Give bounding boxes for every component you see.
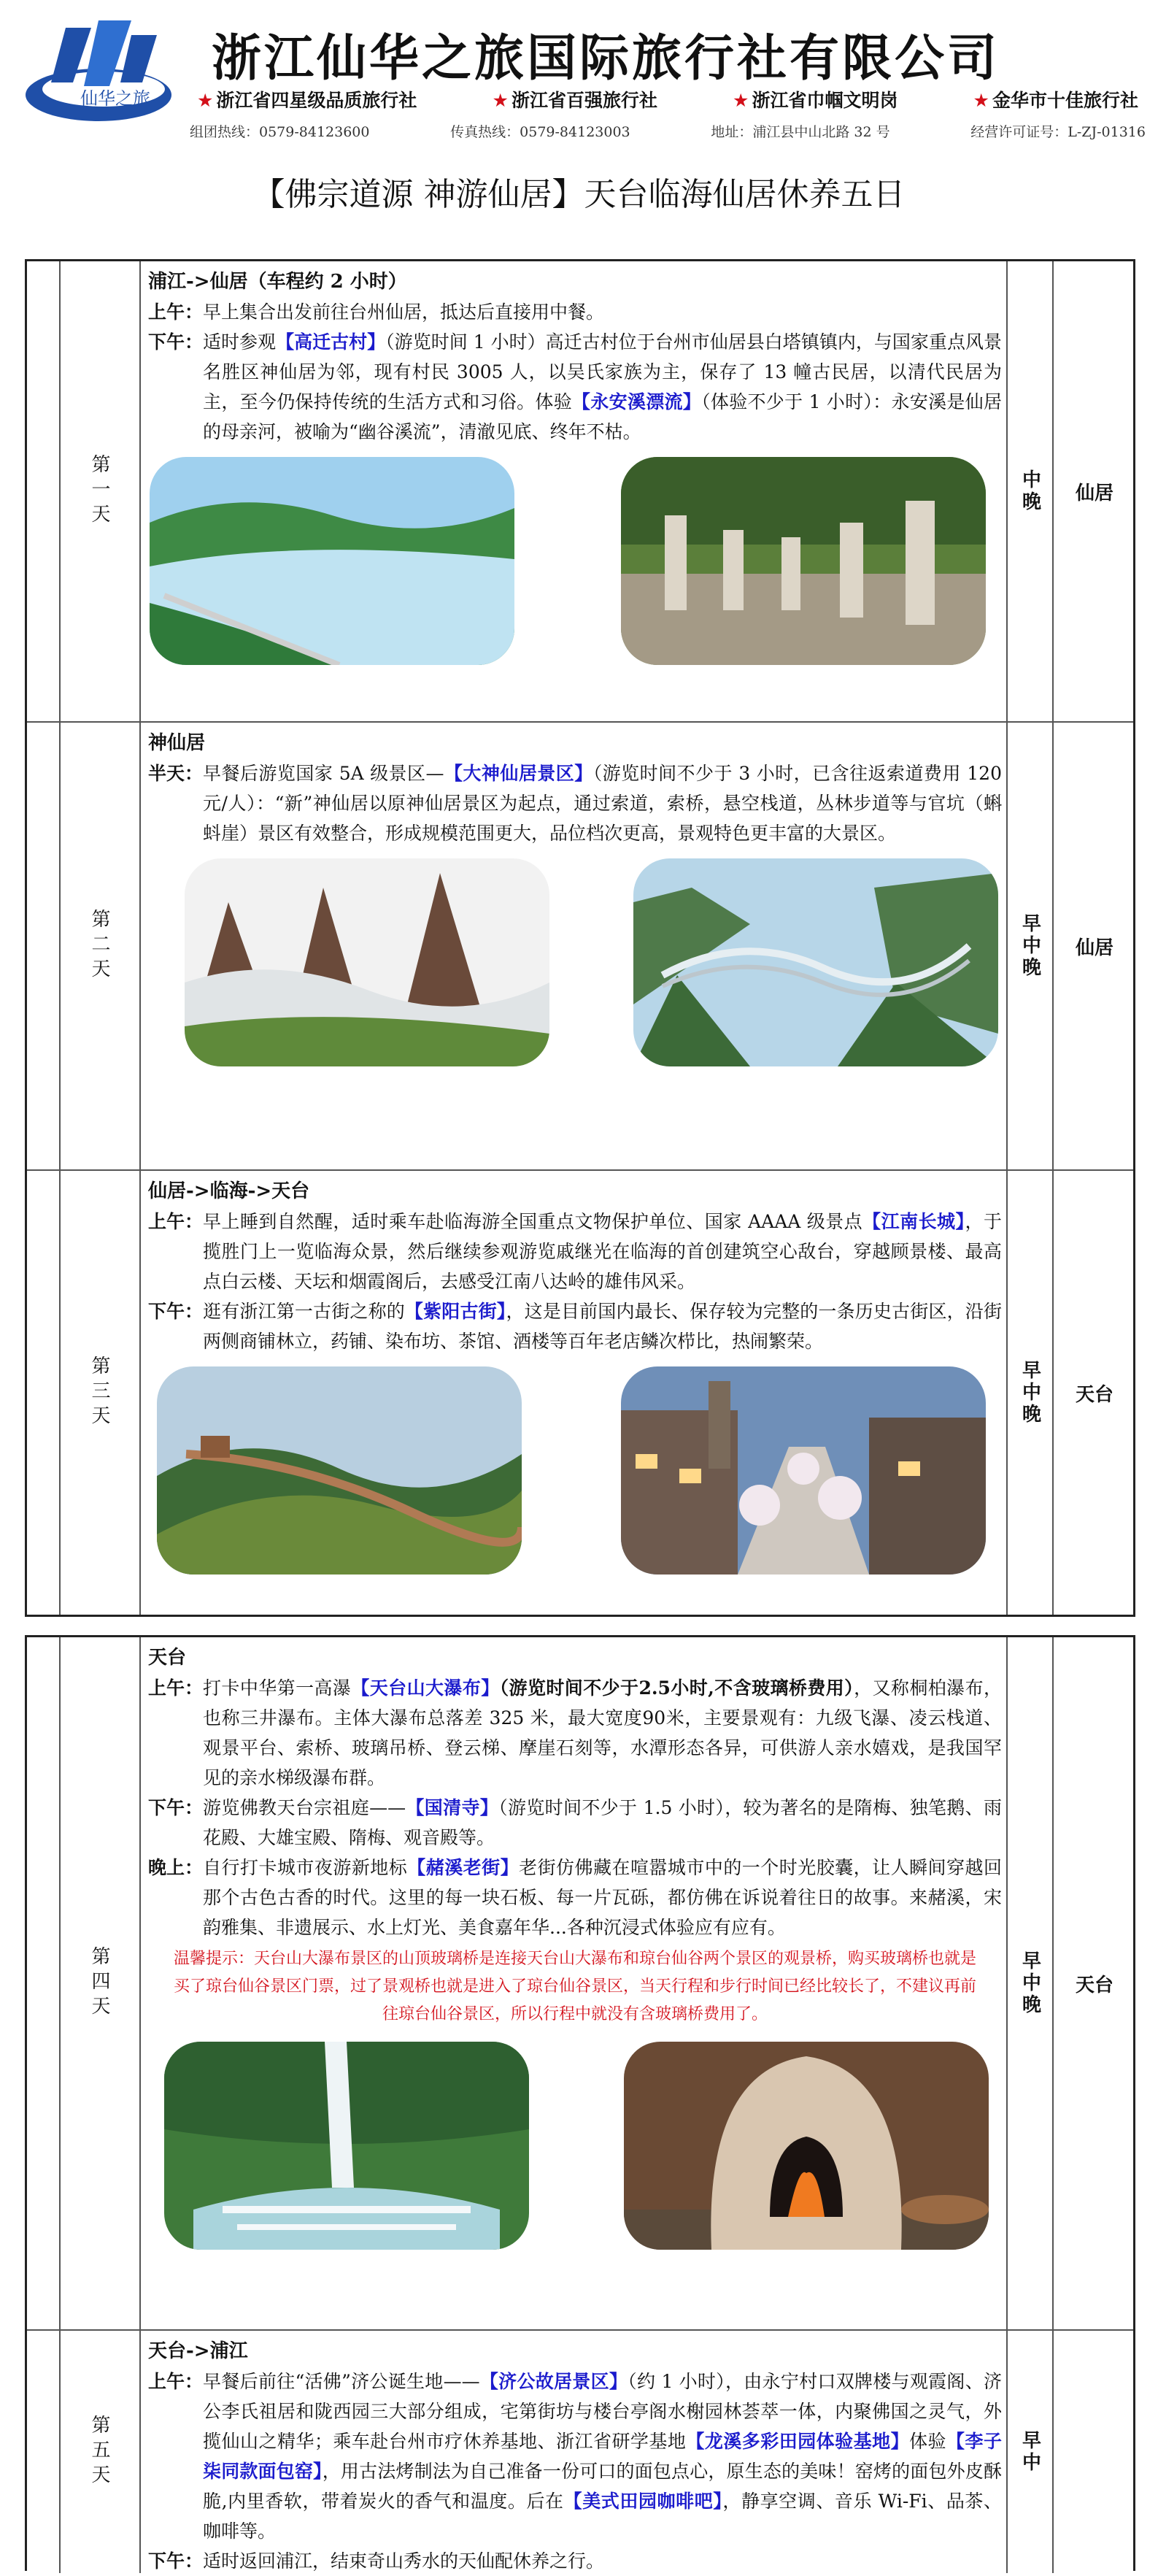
text-run: 早餐后游览国家 5A 级景区— bbox=[203, 763, 444, 784]
column-divider bbox=[139, 723, 141, 1169]
photo-row bbox=[148, 1366, 1002, 1585]
text-run: （游览时间不少于 1.5 小时），较为著名的是隋梅、独笔鹅、雨花殿、大雄宝殿、隋梅、观音殿等。 bbox=[203, 1797, 1002, 1848]
day-content bbox=[148, 1177, 1002, 1585]
text-run: 游览佛教天台宗祖庭—— bbox=[203, 1797, 406, 1818]
text-run: 早餐后前往“活佛”济公诞生地—— bbox=[203, 2371, 480, 2392]
column-divider bbox=[1052, 1171, 1054, 1615]
attraction-name: 【龙溪多彩田园体验基地】 bbox=[686, 2431, 910, 2452]
schedule-paragraph bbox=[148, 758, 1002, 848]
scenic-photo bbox=[621, 457, 986, 665]
time-label: 下午： bbox=[148, 1797, 204, 1818]
schedule-text bbox=[203, 1673, 1002, 1793]
hotel-cell bbox=[1054, 2331, 1135, 2573]
column-divider bbox=[139, 261, 141, 721]
text-run: 逛有浙江第一古街之称的 bbox=[203, 1301, 405, 1322]
time-label: 半天： bbox=[148, 763, 204, 784]
column-divider bbox=[1052, 1637, 1054, 2329]
itinerary-table-1 bbox=[25, 259, 1135, 1617]
scenic-photo bbox=[633, 858, 998, 1066]
attraction-name: 【美式田园咖啡吧】 bbox=[563, 2491, 723, 2512]
day-label bbox=[59, 1637, 139, 2329]
schedule-text bbox=[203, 2367, 1002, 2546]
schedule-paragraph bbox=[148, 1296, 1002, 1356]
text-run: 适时参观 bbox=[203, 331, 277, 353]
scenic-photo bbox=[621, 1366, 986, 1575]
honors-row bbox=[197, 86, 1138, 112]
time-label: 上午： bbox=[148, 1677, 204, 1699]
day-label-text: 第五天 bbox=[88, 2415, 110, 2489]
schedule-paragraph bbox=[148, 1207, 1002, 1296]
address: 地址：浦江县中山北路 32 号 bbox=[711, 124, 890, 140]
letterhead bbox=[0, 0, 1158, 153]
day-label-text: 第三天 bbox=[88, 1356, 110, 1430]
time-label: 上午： bbox=[148, 301, 204, 323]
route-heading: 天台->浦江 bbox=[148, 2340, 248, 2362]
schedule-text bbox=[203, 1793, 1002, 1853]
meal-text: 中晚 bbox=[1019, 469, 1041, 513]
text-run: ，又称桐柏瀑布，也称三井瀑布。主体大瀑布总落差 325 米，最大宽度90米，主要景观有：九级飞瀑、凌云栈道、观景平台、索桥、玻璃吊桥、登云梯、摩崖石刻等，水潭形态各异，可供游人亲水嬉戏，是我国罕见的亲水梯级瀑布群。 bbox=[203, 1677, 1002, 1788]
attraction-name: 【天台山大瀑布】 bbox=[351, 1677, 500, 1699]
meal-cell bbox=[1008, 261, 1052, 721]
photo-row bbox=[148, 457, 1002, 676]
column-divider bbox=[1006, 261, 1008, 721]
attraction-name: 【赭溪老街】 bbox=[407, 1857, 520, 1878]
honor-item: ★ 浙江省百强旅行社 bbox=[492, 90, 657, 111]
time-label: 上午： bbox=[148, 1211, 204, 1232]
tour-hotline: 组团热线：0579-84123600 bbox=[190, 124, 370, 140]
route-heading: 天台 bbox=[148, 1647, 187, 1669]
column-divider bbox=[1006, 1171, 1008, 1615]
text-run: 早上睡到自然醒，适时乘车赴临海游全国重点文物保护单位、国家 AAAA 级景点 bbox=[203, 1211, 863, 1232]
warm-tip: 温馨提示：天台山大瀑布景区的山顶玻璃桥是连接天台山大瀑布和琼台仙谷两个景区的观景桥，购买玻璃桥也就是买了琼台仙谷景区门票，过了景观桥也就是进入了琼台仙谷景区，当天行程和步行时间已经比较长了，不建议再前往琼台仙谷景区，所以行程中就没有含玻璃桥费用了。 bbox=[173, 1950, 976, 2023]
schedule-paragraph bbox=[148, 2546, 1002, 2576]
photo-row bbox=[148, 858, 1002, 1077]
hotel-cell: 天台 bbox=[1075, 1974, 1113, 1996]
column-divider bbox=[139, 1637, 141, 2329]
day-label-text: 第二天 bbox=[88, 909, 110, 983]
schedule-paragraph bbox=[148, 2367, 1002, 2546]
route-heading: 仙居->临海->天台 bbox=[148, 1180, 310, 1202]
meal-text: 早中 bbox=[1019, 2430, 1041, 2474]
schedule-paragraph bbox=[148, 1673, 1002, 1793]
star-icon: ★ bbox=[733, 90, 749, 111]
hotel-cell: 仙居 bbox=[1075, 482, 1113, 504]
time-label: 晚上： bbox=[148, 1857, 204, 1878]
scenic-photo bbox=[150, 457, 514, 665]
text-run: ，静享空调、音乐 Wi-Fi、品茶、咖啡等。 bbox=[203, 2491, 1002, 2542]
attraction-name: 【济公故居景区】 bbox=[479, 2371, 628, 2392]
day-row bbox=[27, 2331, 1133, 2573]
day-label bbox=[59, 2331, 139, 2573]
meal-cell bbox=[1008, 723, 1052, 1169]
text-run: ，用古法烤制法为自己准备一份可口的面包点心，原生态的美味！窑烤的面包外皮酥脆,内里香软，带着炭火的香气和温度。后在 bbox=[203, 2461, 1002, 2512]
column-divider bbox=[1006, 1637, 1008, 2329]
honor-item: ★ 金华市十佳旅行社 bbox=[973, 90, 1138, 111]
schedule-paragraph bbox=[148, 297, 1002, 327]
column-divider bbox=[1052, 723, 1054, 1169]
meal-text: 早中晚 bbox=[1019, 1360, 1041, 1426]
honor-item: ★ 浙江省四星级品质旅行社 bbox=[197, 90, 417, 111]
schedule-text bbox=[203, 2546, 1002, 2576]
text-run: 体验 bbox=[909, 2431, 947, 2452]
column-divider bbox=[1006, 723, 1008, 1169]
star-icon: ★ bbox=[197, 90, 214, 111]
scenic-photo bbox=[185, 858, 549, 1066]
svg-text:仙华之旅: 仙华之旅 bbox=[80, 88, 150, 109]
hotel-cell: 天台 bbox=[1075, 1383, 1113, 1406]
itinerary-title: 【佛宗道源 神游仙居】天台临海仙居休养五日 bbox=[252, 176, 906, 213]
time-label: 下午： bbox=[148, 1301, 204, 1322]
text-run: （游览时间 1 小时）高迁古村位于台州市仙居县白塔镇镇内，与国家重点风景名胜区神仙居为邻，现有村民 3005 人，以吴氏家族为主，保存了 13 幢古民居，以清代民居为主，至今仍保持传统的生活方式和习俗。体验 bbox=[203, 331, 1002, 412]
text-run: 早上集合出发前往台州仙居，抵达后直接用中餐。 bbox=[203, 301, 605, 323]
time-label: 下午： bbox=[148, 331, 204, 353]
text-run: （游览时间不少于2.5小时,不含玻璃桥费用） bbox=[499, 1677, 854, 1699]
itinerary-table-2 bbox=[25, 1635, 1135, 2571]
meal-text: 早中晚 bbox=[1019, 913, 1041, 979]
route-heading: 浦江->仙居（车程约 2 小时） bbox=[148, 271, 407, 293]
attraction-name: 【江南长城】 bbox=[862, 1211, 965, 1232]
text-run: ，这是目前国内最长、保存较为完整的一条历史古街区，沿街两侧商铺林立，药铺、染布坊、茶馆、酒楼等百年老店鳞次栉比，热闹繁荣。 bbox=[203, 1301, 1002, 1352]
day-row bbox=[27, 261, 1133, 723]
attraction-name: 【高迁古村】 bbox=[276, 331, 386, 353]
day-label-text: 第一天 bbox=[88, 454, 110, 528]
day-content bbox=[148, 1643, 1002, 2261]
day-label bbox=[59, 261, 139, 721]
schedule-paragraph bbox=[148, 327, 1002, 447]
text-run: （约 1 小时），由永宁村口双牌楼与观霞阁、济公李氏祖居和陇西园三大部分组成，宅第街坊与楼台亭阁水榭园林荟萃一体，内聚佛国之灵气，外揽仙山之精华；乘车赴台州市疗休养基地、浙江省研学基地 bbox=[203, 2371, 1002, 2452]
schedule-text bbox=[203, 1207, 1002, 1296]
column-divider bbox=[1052, 2331, 1054, 2573]
company-logo-icon bbox=[22, 13, 182, 130]
text-run: 老街仿佛藏在喧嚣城市中的一个时光胶囊，让人瞬间穿越回那个古色古香的时代。这里的每一块石板、每一片瓦砾，都仿佛在诉说着往日的故事。来赭溪，宋韵雅集、非遗展示、水上灯光、美食嘉年华...各种沉浸式体验应有应有。 bbox=[203, 1857, 1002, 1938]
day-label bbox=[59, 1171, 139, 1615]
company-name: 浙江仙华之旅国际旅行社有限公司 bbox=[212, 30, 1000, 88]
meal-cell bbox=[1008, 2331, 1052, 2573]
column-divider bbox=[139, 1171, 141, 1615]
attraction-name: 【大神仙居景区】 bbox=[444, 763, 593, 784]
route-heading: 神仙居 bbox=[148, 732, 206, 754]
text-run: 适时返回浦江，结束奇山秀水的天仙配休养之行。 bbox=[203, 2550, 605, 2572]
meal-cell bbox=[1008, 1637, 1052, 2329]
attraction-name: 【国清寺】 bbox=[406, 1797, 499, 1818]
time-label: 上午： bbox=[148, 2371, 204, 2392]
day-content bbox=[148, 728, 1002, 1077]
honor-item: ★ 浙江省巾帼文明岗 bbox=[733, 90, 898, 111]
fax-hotline: 传真热线：0579-84123003 bbox=[450, 124, 630, 140]
star-icon: ★ bbox=[492, 90, 509, 111]
column-divider bbox=[139, 2331, 141, 2573]
scenic-photo bbox=[157, 1366, 522, 1575]
text-run: （游览时间不少于 3 小时，已含往返索道费用 120 元/人）：“新”神仙居以原神仙居景区为起点，通过索道，索桥，悬空栈道，丛林步道等与官坑（蝌蚪崖）景区有效整合，形成规模范围更大，品位档次更高，景观特色更丰富的大景区。 bbox=[203, 763, 1002, 844]
day-content bbox=[148, 2337, 1002, 2576]
meal-text: 早中晚 bbox=[1019, 1950, 1041, 2016]
text-run: （体验不少于 1 小时）：永安溪是仙居的母亲河，被喻为“幽谷溪流”，清澈见底、终年不枯。 bbox=[203, 391, 1002, 442]
day-row bbox=[27, 1171, 1133, 1615]
schedule-text bbox=[203, 1296, 1002, 1356]
text-run: 自行打卡城市夜游新地标 bbox=[203, 1857, 408, 1878]
meal-cell bbox=[1008, 1171, 1052, 1615]
text-run: 打卡中华第一高瀑 bbox=[203, 1677, 352, 1699]
day-label bbox=[59, 723, 139, 1169]
license-number: 经营许可证号：L-ZJ-01316 bbox=[970, 124, 1146, 140]
column-divider bbox=[1052, 261, 1054, 721]
column-divider bbox=[1006, 2331, 1008, 2573]
scenic-photo bbox=[624, 2042, 989, 2250]
attraction-name: 【紫阳古街】 bbox=[404, 1301, 506, 1322]
attraction-name: 【李子柒同款面包窑】 bbox=[203, 2431, 1002, 2482]
day-content bbox=[148, 267, 1002, 676]
schedule-text bbox=[203, 758, 1002, 848]
contact-row bbox=[190, 121, 1146, 141]
attraction-name: 【永安溪漂流】 bbox=[572, 391, 702, 412]
day-row bbox=[27, 723, 1133, 1171]
day-label-text: 第四天 bbox=[88, 1946, 110, 2021]
day-row bbox=[27, 1637, 1133, 2331]
schedule-paragraph bbox=[148, 1793, 1002, 1853]
scenic-photo bbox=[164, 2042, 529, 2250]
text-run: ，于揽胜门上一览临海众景，然后继续参观游览戚继光在临海的首创建筑空心敌台，穿越顾景楼、最高点白云楼、天坛和烟霞阁后，去感受江南八达岭的雄伟风采。 bbox=[203, 1211, 1002, 1292]
star-icon: ★ bbox=[973, 90, 989, 111]
schedule-text bbox=[203, 327, 1002, 447]
schedule-text bbox=[203, 297, 1002, 327]
photo-row bbox=[148, 2042, 1002, 2261]
hotel-cell: 仙居 bbox=[1075, 937, 1113, 959]
time-label: 下午： bbox=[148, 2550, 204, 2572]
schedule-paragraph bbox=[148, 1853, 1002, 1942]
schedule-text bbox=[203, 1853, 1002, 1942]
